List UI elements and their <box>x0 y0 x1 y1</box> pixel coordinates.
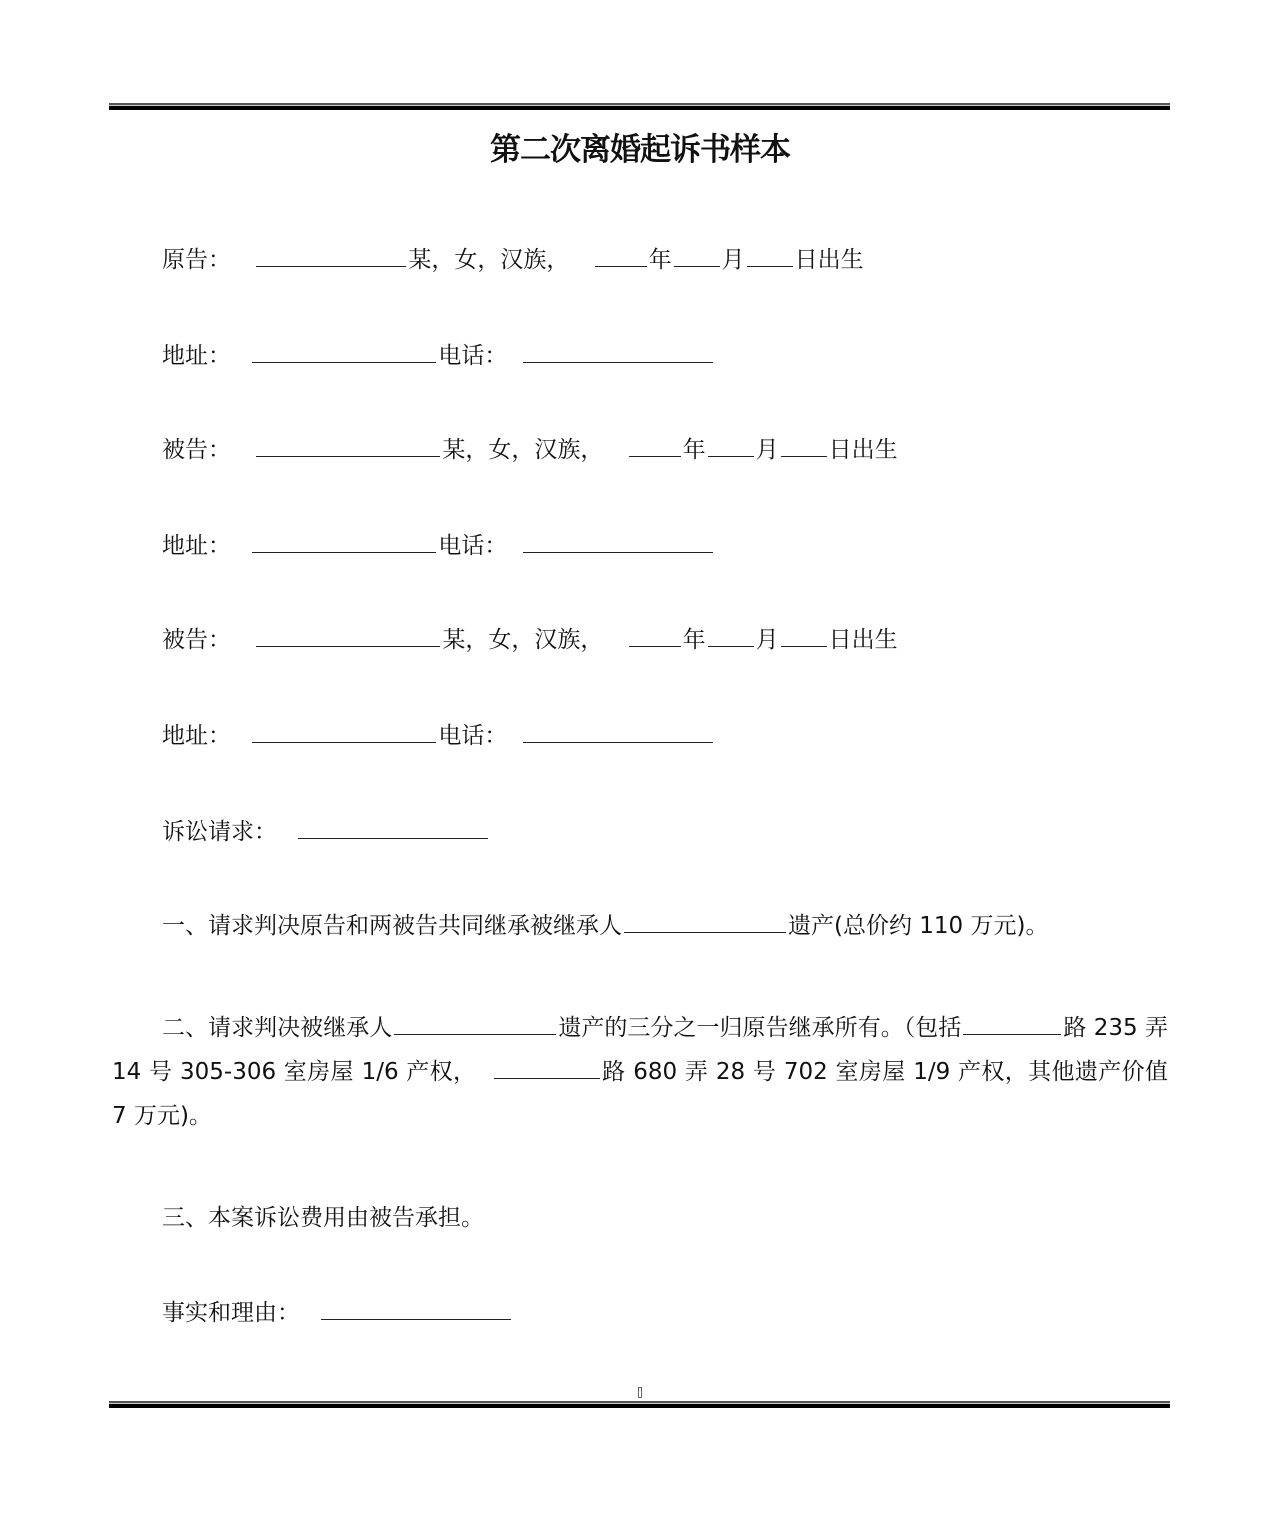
claims-heading: 诉讼请求： <box>162 816 490 847</box>
defendant2-name-blank[interactable] <box>256 624 440 647</box>
birth-month-blank[interactable] <box>708 434 754 457</box>
claim-1: 一、请求判决原告和两被告共同继承被继承人 遗产(总价约 110 万元)。 <box>162 910 1048 941</box>
claim-2: 二、请求判决被继承人 遗产的三分之一归原告继承所有。（包括 路 235 弄 14 号 305-306 室房屋 1/6 产权， 路 680 弄 28 号 702 室房屋 1/9 产权，其他遗产价值 7 万元)。 <box>112 1006 1168 1138</box>
birth-day-blank[interactable] <box>747 244 793 267</box>
birth-year-blank[interactable] <box>629 434 681 457</box>
plaintiff-name-blank[interactable] <box>256 244 406 267</box>
address-blank[interactable] <box>252 720 436 743</box>
decedent-blank[interactable] <box>394 1012 556 1035</box>
defendant1-name-blank[interactable] <box>256 434 440 457</box>
page-number-glyph <box>638 1387 642 1398</box>
phone-blank[interactable] <box>523 720 713 743</box>
claim-3: 三、本案诉讼费用由被告承担。 <box>162 1205 484 1231</box>
address-blank[interactable] <box>252 340 436 363</box>
defendant1-line: 被告： 某，女，汉族， 年 月 日出生 <box>162 434 898 465</box>
birth-month-blank[interactable] <box>708 624 754 647</box>
phone-blank[interactable] <box>523 340 713 363</box>
claims-blank[interactable] <box>298 816 488 839</box>
defendant1-address-line: 地址： 电话： <box>162 530 715 561</box>
road-blank-1[interactable] <box>963 1012 1061 1035</box>
footer-rule <box>109 1401 1170 1408</box>
birth-month-blank[interactable] <box>674 244 720 267</box>
birth-day-blank[interactable] <box>781 624 827 647</box>
document-title: 第二次离婚起诉书样本 <box>490 132 790 168</box>
birth-year-blank[interactable] <box>595 244 647 267</box>
phone-blank[interactable] <box>523 530 713 553</box>
header-rule <box>109 103 1170 110</box>
defendant2-address-line: 地址： 电话： <box>162 720 715 751</box>
address-blank[interactable] <box>252 530 436 553</box>
plaintiff-line: 原告： 某，女，汉族， 年 月 日出生 <box>162 244 864 275</box>
defendant2-line: 被告： 某，女，汉族， 年 月 日出生 <box>162 624 898 655</box>
facts-blank[interactable] <box>321 1297 511 1320</box>
plaintiff-address-line: 地址： 电话： <box>162 340 715 371</box>
facts-heading: 事实和理由： <box>162 1297 513 1328</box>
road-blank-2[interactable] <box>494 1056 600 1079</box>
birth-year-blank[interactable] <box>629 624 681 647</box>
decedent-blank[interactable] <box>624 910 786 933</box>
birth-day-blank[interactable] <box>781 434 827 457</box>
